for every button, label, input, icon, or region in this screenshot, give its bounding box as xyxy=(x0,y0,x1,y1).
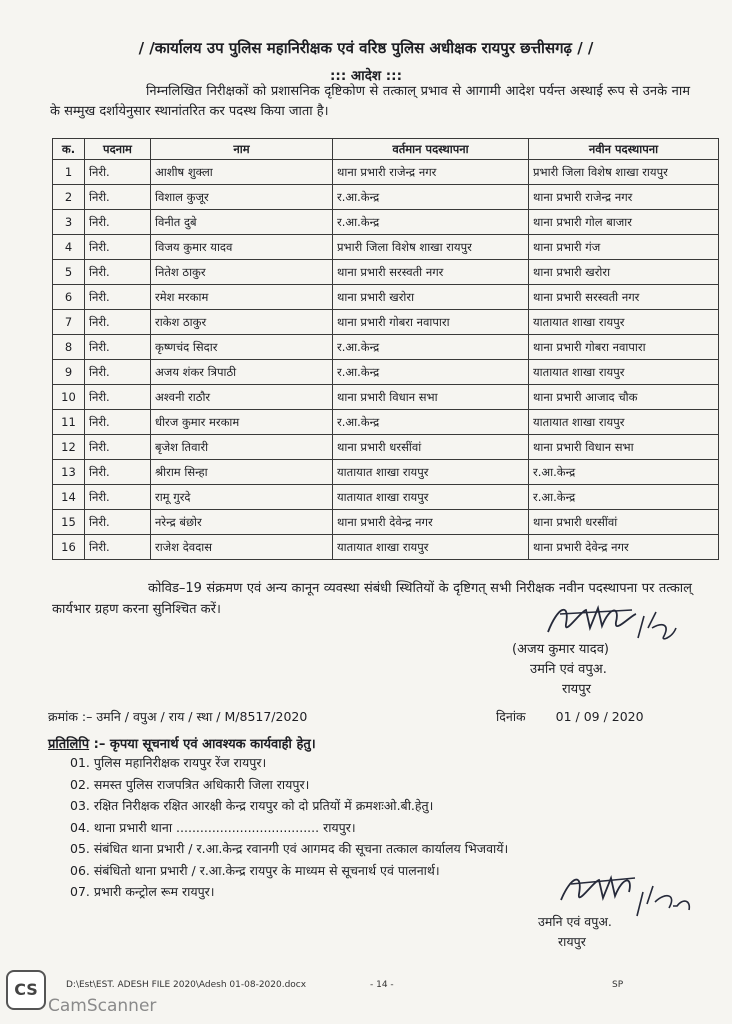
cell-serial: 7 xyxy=(53,310,85,335)
cell-current-posting: थाना प्रभारी गोबरा नवापारा xyxy=(333,310,529,335)
order-title: ::: आदेश ::: xyxy=(330,68,402,84)
table-body xyxy=(53,160,719,560)
table-row xyxy=(53,285,719,310)
cell-new-posting: थाना प्रभारी सरस्वती नगर xyxy=(529,285,719,310)
intro-text: निम्नलिखित निरीक्षकों को प्रशासनिक दृष्टिकोण से तत्काल् प्रभाव से आगामी आदेश पर्यन्त अस्थाई रूप से उनके नाम के सम्मुख दर्शायेनुसार स्थानांतरित कर पदस्थ किया जाता है। xyxy=(50,84,690,119)
cell-name: विनीत दुबे xyxy=(151,210,333,235)
cell-name: विशाल कुजूर xyxy=(151,185,333,210)
table-row xyxy=(53,460,719,485)
cell-new-posting: थाना प्रभारी विधान सभा xyxy=(529,435,719,460)
cell-serial: 10 xyxy=(53,385,85,410)
cell-serial: 3 xyxy=(53,210,85,235)
copy-heading xyxy=(48,734,316,752)
table-header-row xyxy=(53,139,719,160)
cell-designation: निरी. xyxy=(85,535,151,560)
cell-serial: 8 xyxy=(53,335,85,360)
cell-name: नरेन्द्र बंछोर xyxy=(151,510,333,535)
reference-number: क्रमांक :– उमनि / वपुअ / राय / स्था / M/8517/2020 xyxy=(48,709,308,724)
cell-serial: 14 xyxy=(53,485,85,510)
table-row xyxy=(53,335,719,360)
signature-image xyxy=(540,598,680,644)
cell-designation: निरी. xyxy=(85,210,151,235)
cell-designation: निरी. xyxy=(85,285,151,310)
date-label: दिनांक xyxy=(496,709,526,724)
copy-list-item: 06. संबंधितो थाना प्रभारी / र.आ.केन्द्र रायपुर के माध्यम से सूचनार्थ एवं पालनार्थ। xyxy=(70,862,440,878)
second-signatory-place: रायपुर xyxy=(558,934,586,949)
footer-initials: SP xyxy=(612,980,624,990)
copy-subject: :– कृपया सूचनार्थ एवं आवश्यक कार्यवाही हेतु। xyxy=(93,737,316,752)
header-current-posting: वर्तमान पदस्थापना xyxy=(333,139,529,160)
cell-serial: 9 xyxy=(53,360,85,385)
cell-name: राकेश ठाकुर xyxy=(151,310,333,335)
cell-name: कृष्णचंद सिदार xyxy=(151,335,333,360)
cell-name: रामू गुरदे xyxy=(151,485,333,510)
cell-current-posting: र.आ.केन्द्र xyxy=(333,335,529,360)
table-row xyxy=(53,260,719,285)
camscanner-watermark: CamScanner xyxy=(48,996,157,1016)
intro-paragraph xyxy=(50,82,690,122)
table-row xyxy=(53,435,719,460)
cell-designation: निरी. xyxy=(85,260,151,285)
cell-new-posting: यातायात शाखा रायपुर xyxy=(529,310,719,335)
cell-serial: 11 xyxy=(53,410,85,435)
cell-new-posting: थाना प्रभारी गोबरा नवापारा xyxy=(529,335,719,360)
cell-serial: 1 xyxy=(53,160,85,185)
cell-new-posting: थाना प्रभारी आजाद चौक xyxy=(529,385,719,410)
copy-list-item: 01. पुलिस महानिरीक्षक रायपुर रेंज रायपुर। xyxy=(70,755,267,770)
cell-designation: निरी. xyxy=(85,335,151,360)
cell-name: आशीष शुक्ला xyxy=(151,160,333,185)
cell-designation: निरी. xyxy=(85,435,151,460)
cell-new-posting: थाना प्रभारी गंज xyxy=(529,235,719,260)
cell-new-posting: यातायात शाखा रायपुर xyxy=(529,410,719,435)
cell-new-posting: प्रभारी जिला विशेष शाखा रायपुर xyxy=(529,160,719,185)
cell-new-posting: थाना प्रभारी राजेन्द्र नगर xyxy=(529,185,719,210)
header-serial: क. xyxy=(53,139,85,160)
cell-current-posting: यातायात शाखा रायपुर xyxy=(333,460,529,485)
cell-new-posting: थाना प्रभारी खरोरा xyxy=(529,260,719,285)
cell-new-posting: थाना प्रभारी गोल बाजार xyxy=(529,210,719,235)
table-row xyxy=(53,510,719,535)
cell-current-posting: र.आ.केन्द्र xyxy=(333,210,529,235)
cell-current-posting: थाना प्रभारी विधान सभा xyxy=(333,385,529,410)
copy-list-item: 04. थाना प्रभारी थाना .................................... रायपुर। xyxy=(70,819,356,835)
cell-name: धीरज कुमार मरकाम xyxy=(151,410,333,435)
cell-name: रमेश मरकाम xyxy=(151,285,333,310)
cell-serial: 6 xyxy=(53,285,85,310)
cell-current-posting: थाना प्रभारी सरस्वती नगर xyxy=(333,260,529,285)
cell-serial: 4 xyxy=(53,235,85,260)
cell-current-posting: थाना प्रभारी देवेन्द्र नगर xyxy=(333,510,529,535)
cell-designation: निरी. xyxy=(85,510,151,535)
cell-new-posting: थाना प्रभारी धरसींवां xyxy=(529,510,719,535)
cell-name: विजय कुमार यादव xyxy=(151,235,333,260)
cell-current-posting: र.आ.केन्द्र xyxy=(333,360,529,385)
cell-current-posting: यातायात शाखा रायपुर xyxy=(333,535,529,560)
cell-current-posting: र.आ.केन्द्र xyxy=(333,185,529,210)
cell-designation: निरी. xyxy=(85,485,151,510)
covid-note-text: कोविड–19 संक्रमण एवं अन्य कानून व्यवस्था संबंधी स्थितियों के दृष्टिगत् सभी निरीक्षक नवीन पदस्थापना पर तत्काल् कार्यभार ग्रहण करना सुनिश्चित करें। xyxy=(52,581,692,617)
cell-designation: निरी. xyxy=(85,185,151,210)
table-row xyxy=(53,360,719,385)
cell-current-posting: र.आ.केन्द्र xyxy=(333,410,529,435)
order-date xyxy=(496,708,644,725)
cell-serial: 5 xyxy=(53,260,85,285)
cell-designation: निरी. xyxy=(85,460,151,485)
cell-name: राजेश देवदास xyxy=(151,535,333,560)
header-designation: पदनाम xyxy=(85,139,151,160)
footer-page-number: - 14 - xyxy=(370,980,394,990)
header-name: नाम xyxy=(151,139,333,160)
cell-designation: निरी. xyxy=(85,160,151,185)
cell-serial: 13 xyxy=(53,460,85,485)
transfer-table xyxy=(52,138,719,560)
cell-serial: 15 xyxy=(53,510,85,535)
table-row xyxy=(53,385,719,410)
cell-current-posting: थाना प्रभारी राजेन्द्र नगर xyxy=(333,160,529,185)
cell-new-posting: र.आ.केन्द्र xyxy=(529,460,719,485)
second-signatory-block xyxy=(538,912,612,952)
signatory-name: (अजय कुमार यादव) xyxy=(512,642,610,657)
table-row xyxy=(53,410,719,435)
table-row xyxy=(53,535,719,560)
signatory-designation: उमनि एवं वपुअ. xyxy=(530,662,607,677)
copy-list-item: 07. प्रभारी कन्ट्रोल रूम रायपुर। xyxy=(70,884,215,899)
header-new-posting: नवीन पदस्थापना xyxy=(529,139,719,160)
cell-new-posting: थाना प्रभारी देवेन्द्र नगर xyxy=(529,535,719,560)
copy-label: प्रतिलिपि xyxy=(48,737,90,752)
cell-designation: निरी. xyxy=(85,410,151,435)
cell-name: अश्वनी राठौर xyxy=(151,385,333,410)
office-header: / /कार्यालय उप पुलिस महानिरीक्षक एवं वरिष्ठ पुलिस अधीक्षक रायपुर छत्तीसगढ़ / / xyxy=(138,39,594,57)
signatory-block xyxy=(512,640,609,700)
cell-name: बृजेश तिवारी xyxy=(151,435,333,460)
cell-designation: निरी. xyxy=(85,310,151,335)
copy-list-item: 02. समस्त पुलिस राजपत्रित अधिकारी जिला रायपुर। xyxy=(70,776,310,792)
copy-list-item: 03. रक्षित निरीक्षक रक्षित आरक्षी केन्द्र रायपुर को दो प्रतियों में क्रमशःओ.बी.हेतु। xyxy=(70,798,434,813)
cell-current-posting: थाना प्रभारी खरोरा xyxy=(333,285,529,310)
table-row xyxy=(53,485,719,510)
cell-designation: निरी. xyxy=(85,235,151,260)
cell-serial: 12 xyxy=(53,435,85,460)
table-row xyxy=(53,160,719,185)
camscanner-logo-icon: CS xyxy=(6,970,46,1010)
signatory-place: रायपुर xyxy=(562,682,591,697)
cell-new-posting: र.आ.केन्द्र xyxy=(529,485,719,510)
second-signatory-designation: उमनि एवं वपुअ. xyxy=(538,914,612,929)
table-row xyxy=(53,185,719,210)
cell-name: श्रीराम सिन्हा xyxy=(151,460,333,485)
cell-new-posting: यातायात शाखा रायपुर xyxy=(529,360,719,385)
date-value: 01 / 09 / 2020 xyxy=(555,709,644,724)
copy-list-item: 05. संबंधित थाना प्रभारी / र.आ.केन्द्र रवानगी एवं आगमद की सूचना तत्काल कार्यालय भिजवायें। xyxy=(70,841,509,856)
cell-current-posting: थाना प्रभारी धरसींवां xyxy=(333,435,529,460)
table-row xyxy=(53,310,719,335)
footer-file-path: D:\Est\EST. ADESH FILE 2020\Adesh 01-08-2020.docx xyxy=(66,980,307,990)
cell-serial: 2 xyxy=(53,185,85,210)
cell-name: अजय शंकर त्रिपाठी xyxy=(151,360,333,385)
cell-designation: निरी. xyxy=(85,385,151,410)
copy-list xyxy=(70,752,508,903)
cell-serial: 16 xyxy=(53,535,85,560)
cell-current-posting: प्रभारी जिला विशेष शाखा रायपुर xyxy=(333,235,529,260)
cell-current-posting: यातायात शाखा रायपुर xyxy=(333,485,529,510)
table-row xyxy=(53,235,719,260)
table-row xyxy=(53,210,719,235)
cell-name: नितेश ठाकुर xyxy=(151,260,333,285)
cell-designation: निरी. xyxy=(85,360,151,385)
